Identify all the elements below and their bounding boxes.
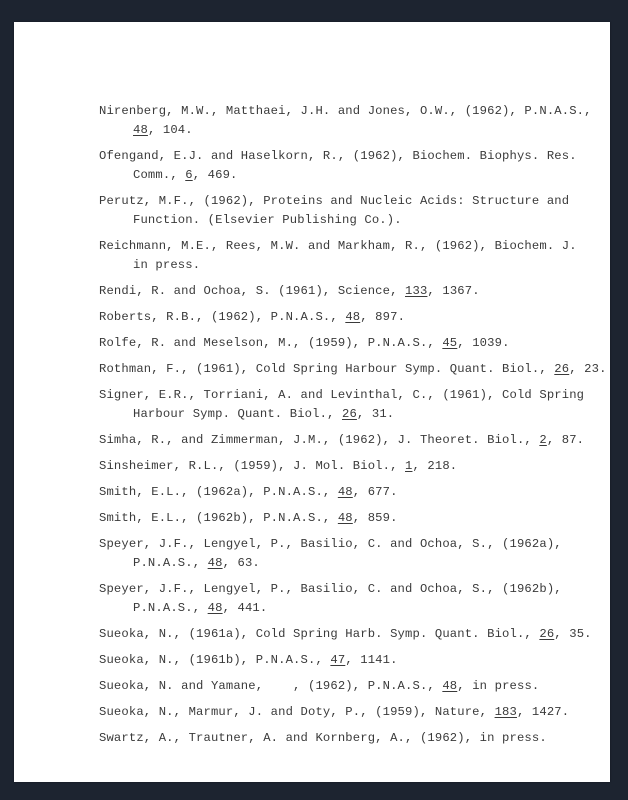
volume-number: 26 bbox=[341, 407, 357, 421]
volume-number: 48 bbox=[337, 485, 353, 499]
reference-text: Sinsheimer, R.L., (1959), J. Mol. Biol., bbox=[99, 459, 406, 473]
reference-text: , 859. bbox=[352, 511, 398, 525]
volume-number: 6 bbox=[185, 168, 193, 182]
reference-text: , 1427. bbox=[516, 705, 570, 719]
reference-line bbox=[99, 194, 569, 208]
reference-line bbox=[99, 149, 577, 163]
reference-line bbox=[99, 731, 547, 745]
reference-entry bbox=[99, 677, 599, 696]
reference-text: Harbour Symp. Quant. Biol., bbox=[133, 407, 342, 421]
reference-text: Speyer, J.F., Lengyel, P., Basilio, C. and Ochoa, S., (1962a), bbox=[99, 537, 562, 551]
reference-text: Smith, E.L., (1962a), P.N.A.S., bbox=[99, 485, 338, 499]
reference-text: Rolfe, R. and Meselson, M., (1959), P.N.A.S., bbox=[99, 336, 443, 350]
reference-text: Sueoka, N., (1961a), Cold Spring Harb. Symp. Quant. Biol., bbox=[99, 627, 540, 641]
reference-entry bbox=[99, 334, 599, 353]
reference-text: Reichmann, M.E., Rees, M.W. and Markham, R., (1962), Biochem. J. bbox=[99, 239, 577, 253]
reference-line bbox=[99, 705, 569, 719]
reference-text: Rendi, R. and Ochoa, S. (1961), Science, bbox=[99, 284, 406, 298]
reference-entry bbox=[99, 535, 599, 573]
reference-text: , 31. bbox=[356, 407, 395, 421]
reference-list bbox=[99, 102, 607, 755]
reference-text: in press. bbox=[133, 258, 201, 272]
reference-entry bbox=[99, 625, 599, 644]
reference-entry bbox=[99, 651, 599, 670]
reference-continuation-line bbox=[99, 405, 599, 424]
reference-text: Nirenberg, M.W., Matthaei, J.H. and Jones, O.W., (1962), P.N.A.S., bbox=[99, 104, 592, 118]
volume-number: 48 bbox=[207, 556, 223, 570]
volume-number: 48 bbox=[345, 310, 361, 324]
reference-continuation-line bbox=[99, 121, 599, 140]
reference-text: , 897. bbox=[360, 310, 406, 324]
volume-number: 26 bbox=[539, 627, 555, 641]
reference-entry bbox=[99, 360, 607, 379]
reference-text: , 441. bbox=[222, 601, 268, 615]
reference-entry bbox=[99, 729, 599, 748]
reference-continuation-line bbox=[99, 166, 599, 185]
reference-entry bbox=[99, 483, 599, 502]
reference-entry bbox=[99, 192, 599, 230]
reference-text: , 677. bbox=[352, 485, 398, 499]
reference-entry bbox=[99, 102, 599, 140]
reference-continuation-line bbox=[99, 256, 599, 275]
reference-continuation-line bbox=[99, 211, 599, 230]
volume-number: 133 bbox=[405, 284, 428, 298]
reference-text: Roberts, R.B., (1962), P.N.A.S., bbox=[99, 310, 346, 324]
reference-text: , 23. bbox=[569, 362, 607, 376]
volume-number: 183 bbox=[494, 705, 517, 719]
reference-line bbox=[99, 104, 592, 118]
reference-line bbox=[99, 511, 398, 525]
reference-text: , 63. bbox=[222, 556, 260, 570]
document-page bbox=[14, 22, 610, 782]
reference-text: , 218. bbox=[412, 459, 458, 473]
reference-text: , in press. bbox=[457, 679, 540, 693]
reference-line bbox=[99, 433, 584, 447]
reference-line bbox=[99, 582, 562, 596]
reference-text: Simha, R., and Zimmerman, J.M., (1962), J. Theoret. Biol., bbox=[99, 433, 540, 447]
reference-entry bbox=[99, 431, 599, 450]
reference-line bbox=[99, 336, 510, 350]
reference-continuation-line bbox=[99, 599, 599, 618]
reference-line bbox=[99, 362, 607, 376]
volume-number: 45 bbox=[442, 336, 458, 350]
reference-text: Sueoka, N., Marmur, J. and Doty, P., (1959), Nature, bbox=[99, 705, 495, 719]
reference-text: Comm., bbox=[133, 168, 186, 182]
reference-text: , 104. bbox=[147, 123, 193, 137]
reference-line bbox=[99, 388, 584, 402]
reference-text: Rothman, F., (1961), Cold Spring Harbour Symp. Quant. Biol., bbox=[99, 362, 555, 376]
reference-entry bbox=[99, 457, 599, 476]
reference-text: Speyer, J.F., Lengyel, P., Basilio, C. and Ochoa, S., (1962b), bbox=[99, 582, 562, 596]
volume-number: 1 bbox=[405, 459, 413, 473]
reference-text: Function. (Elsevier Publishing Co.). bbox=[133, 213, 402, 227]
reference-entry bbox=[99, 580, 599, 618]
reference-text: , 1039. bbox=[457, 336, 510, 350]
reference-text: Perutz, M.F., (1962), Proteins and Nucleic Acids: Structure and bbox=[99, 194, 570, 208]
reference-text: Sueoka, N., (1961b), P.N.A.S., bbox=[99, 653, 331, 667]
volume-number: 47 bbox=[330, 653, 346, 667]
reference-line bbox=[99, 627, 592, 641]
reference-entry bbox=[99, 237, 599, 275]
volume-number: 2 bbox=[539, 433, 547, 447]
reference-text: , 1367. bbox=[427, 284, 480, 298]
reference-text: , 87. bbox=[546, 433, 585, 447]
reference-entry bbox=[99, 282, 599, 301]
reference-text: Signer, E.R., Torriani, A. and Levinthal, C., (1961), Cold Spring bbox=[99, 388, 585, 402]
reference-line bbox=[99, 653, 398, 667]
reference-entry bbox=[99, 308, 599, 327]
reference-line bbox=[99, 459, 457, 473]
volume-number: 48 bbox=[337, 511, 353, 525]
volume-number: 48 bbox=[207, 601, 223, 615]
reference-text: , 469. bbox=[192, 168, 238, 182]
reference-text: Sueoka, N. and Yamane, , (1962), P.N.A.S., bbox=[99, 679, 443, 693]
reference-line bbox=[99, 679, 539, 693]
reference-line bbox=[99, 537, 562, 551]
reference-text: P.N.A.S., bbox=[133, 601, 208, 615]
reference-line bbox=[99, 239, 577, 253]
reference-line bbox=[99, 284, 480, 298]
reference-entry bbox=[99, 509, 599, 528]
reference-continuation-line bbox=[99, 554, 599, 573]
volume-number: 26 bbox=[554, 362, 570, 376]
reference-line bbox=[99, 310, 405, 324]
reference-entry bbox=[99, 703, 599, 722]
reference-entry bbox=[99, 147, 599, 185]
reference-text: , 35. bbox=[554, 627, 592, 641]
volume-number: 48 bbox=[133, 123, 148, 137]
reference-text: Ofengand, E.J. and Haselkorn, R., (1962), Biochem. Biophys. Res. bbox=[99, 149, 577, 163]
reference-line bbox=[99, 485, 398, 499]
reference-text: , 1141. bbox=[345, 653, 398, 667]
reference-text: Swartz, A., Trautner, A. and Kornberg, A., (1962), in press. bbox=[99, 731, 547, 745]
reference-text: P.N.A.S., bbox=[133, 556, 208, 570]
volume-number: 48 bbox=[442, 679, 458, 693]
reference-text: Smith, E.L., (1962b), P.N.A.S., bbox=[99, 511, 338, 525]
reference-entry bbox=[99, 386, 599, 424]
